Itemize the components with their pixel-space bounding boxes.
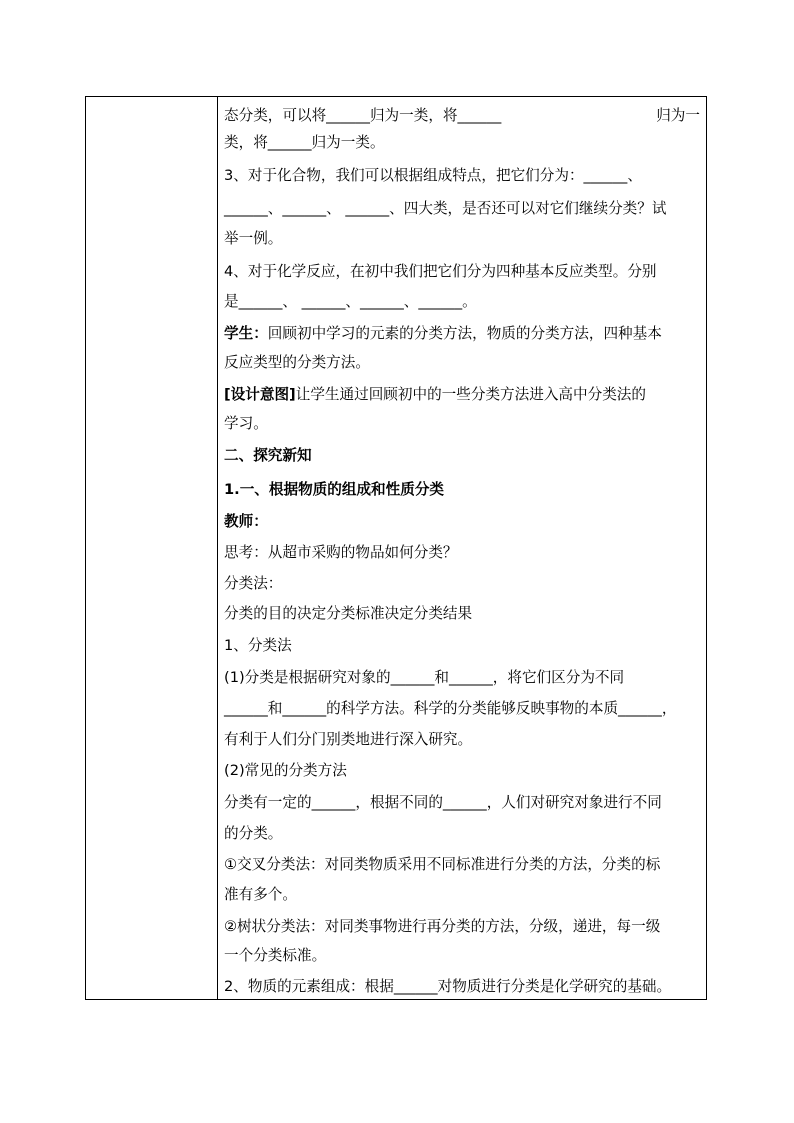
line-text: (2)常见的分类方法 <box>224 762 347 779</box>
line-text: 分类有一定的______，根据不同的______，人们对研究对象进行不同 <box>224 794 662 811</box>
line-text: 是______、 ______、______、______。 <box>224 293 477 310</box>
text-line <box>224 854 700 876</box>
text-line <box>224 603 700 625</box>
line-text: 的分类。 <box>224 825 283 842</box>
text-line <box>224 729 700 751</box>
line-text: 分类的目的决定分类标准决定分类结果 <box>224 605 473 622</box>
line-text-right: 归为一 <box>656 107 700 124</box>
text-line <box>224 165 700 187</box>
text-line <box>224 976 700 998</box>
left-column-cell <box>86 97 218 999</box>
line-text: ______、______、 ______、四大类，是否还可以对它们继续分类？试 <box>224 200 667 217</box>
line-text: 回顾初中学习的元素的分类方法，物质的分类方法，四种基本 <box>267 325 662 342</box>
text-line <box>224 573 700 595</box>
text-line <box>224 198 700 220</box>
line-text: 1.一、根据物质的组成和性质分类 <box>224 481 445 498</box>
text-line <box>224 291 700 313</box>
text-line <box>224 445 700 467</box>
line-text: 态分类，可以将______归为一类，将______ <box>224 107 502 124</box>
line-text: 反应类型的分类方法。 <box>224 354 370 371</box>
lesson-table <box>85 96 707 1000</box>
line-text: 4、对于化学反应，在初中我们把它们分为四种基本反应类型。分别 <box>224 263 657 280</box>
text-line <box>224 352 700 374</box>
text-line <box>224 384 700 406</box>
line-text: 有利于人们分门别类地进行深入研究。 <box>224 731 473 748</box>
line-text: 1、分类法 <box>224 637 292 654</box>
lesson-content-cell <box>219 97 706 999</box>
line-text: (1)分类是根据研究对象的______和______，将它们区分为不同 <box>224 669 625 686</box>
text-line <box>224 413 700 435</box>
text-line <box>224 635 700 657</box>
text-line <box>224 667 700 689</box>
text-line <box>224 323 700 345</box>
text-line <box>224 884 700 906</box>
line-text: 举一例。 <box>224 230 283 247</box>
line-text: ______和______的科学方法。科学的分类能够反映事物的本质______， <box>224 700 677 717</box>
text-line <box>224 132 700 154</box>
bold-lead-label: [设计意图] <box>224 386 296 403</box>
text-line <box>224 760 700 782</box>
line-text: 让学生通过回顾初中的一些分类方法进入高中分类法的 <box>295 386 646 403</box>
text-line <box>224 511 700 533</box>
text-line <box>224 916 700 938</box>
text-line <box>224 261 700 283</box>
line-text: ①交叉分类法：对同类物质采用不同标准进行分类的方法，分类的标 <box>224 856 661 873</box>
line-text: 类，将______归为一类。 <box>224 134 385 151</box>
text-line <box>224 823 700 845</box>
line-text: 分类法： <box>224 575 283 592</box>
line-text: 二、探究新知 <box>224 447 312 464</box>
line-text: 思考：从超市采购的物品如何分类？ <box>224 544 458 561</box>
text-line <box>224 228 700 250</box>
text-line <box>224 479 700 501</box>
line-text: 2、物质的元素组成：根据______对物质进行分类是化学研究的基础。 <box>224 978 672 995</box>
line-text: 3、对于化合物，我们可以根据组成特点，把它们分为：______、 <box>224 167 642 184</box>
text-line <box>224 792 700 814</box>
line-text: ②树状分类法：对同类事物进行再分类的方法，分级，递进，每一级 <box>224 918 661 935</box>
text-line <box>224 105 700 127</box>
text-line <box>224 698 700 720</box>
text-line <box>224 542 700 564</box>
text-line <box>224 945 700 967</box>
line-text: 准有多个。 <box>224 886 297 903</box>
bold-lead-label: 学生： <box>224 325 268 342</box>
line-text: 教师： <box>224 513 268 530</box>
line-text: 一个分类标准。 <box>224 947 327 964</box>
line-text: 学习。 <box>224 415 268 432</box>
